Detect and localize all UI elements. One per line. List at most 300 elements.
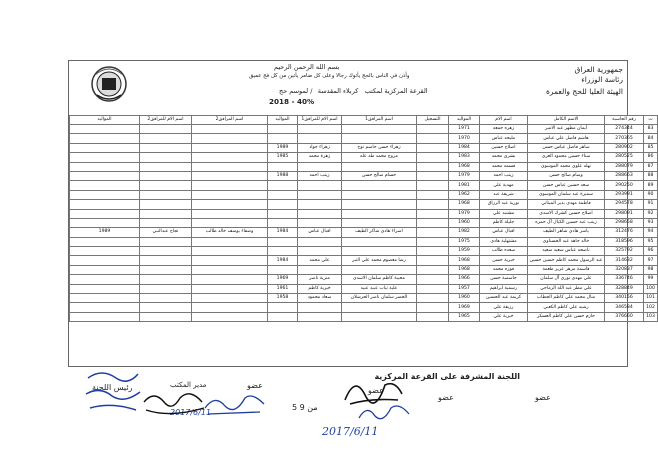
table-cell	[70, 312, 140, 321]
table-cell	[298, 303, 342, 312]
table-cell	[140, 209, 192, 218]
table-cell	[70, 265, 140, 274]
table-cell	[298, 190, 342, 199]
table-cell: اصلاح حسين كشرك الاسدي	[528, 209, 605, 218]
lottery-title-line	[279, 86, 428, 95]
column-header: ت	[644, 116, 658, 125]
table-cell: سعد حسين عباس حسن	[528, 181, 605, 190]
table-cell	[342, 190, 417, 199]
table-cell	[298, 200, 342, 209]
table-cell: وصفاء يوسف خالد طالب	[192, 228, 268, 237]
table-cell	[268, 312, 298, 321]
table-cell	[417, 181, 449, 190]
document-sheet	[68, 60, 655, 367]
table-cell: زينب عبد حسين الكيال آل حمزه	[528, 218, 605, 227]
table-cell	[417, 237, 449, 246]
table-cell	[417, 190, 449, 199]
table-cell: 1971	[449, 125, 480, 134]
member-label-1: عضو	[535, 393, 551, 402]
table-cell	[192, 284, 268, 293]
table-cell	[140, 190, 192, 199]
table-header-row	[70, 116, 658, 125]
table-cell	[192, 171, 268, 180]
table-cell	[140, 303, 192, 312]
table-cell	[70, 162, 140, 171]
table-cell: مشتهلية هادي	[480, 237, 528, 246]
table-cell	[268, 265, 298, 274]
table-cell	[70, 171, 140, 180]
column-header: اسم المرافق1	[342, 116, 417, 125]
table-cell	[140, 312, 192, 321]
table-row	[70, 256, 658, 265]
table-cell	[140, 171, 192, 180]
table-cell: رسمية ابراهيم	[480, 284, 528, 293]
table-cell: 293991	[605, 190, 644, 199]
table-cell: 86	[644, 153, 658, 162]
column-header: رقم الحاسبة	[605, 116, 644, 125]
table-cell: 1962	[449, 190, 480, 199]
table-cell	[417, 256, 449, 265]
table-cell: سناء حسين محمود العزي	[528, 153, 605, 162]
table-cell: علي محمد	[298, 256, 342, 265]
table-cell	[140, 218, 192, 227]
table-cell	[192, 190, 268, 199]
table-cell	[192, 143, 268, 152]
table-cell: زينب احمد	[298, 171, 342, 180]
column-header: المواليد	[268, 116, 298, 125]
table-cell	[70, 209, 140, 218]
table-cell: شريفة عبد	[480, 190, 528, 199]
table-cell: 280525	[605, 153, 644, 162]
table-cell	[192, 125, 268, 134]
table-cell: هاشم فاضل علي عباس	[528, 134, 605, 143]
table-cell: حسام صالح حسن	[342, 171, 417, 180]
table-row	[70, 209, 658, 218]
pilgrims-table	[69, 115, 658, 322]
table-row	[70, 228, 658, 237]
table-cell: سعاد محمود	[298, 294, 342, 303]
table-cell	[268, 134, 298, 143]
table-cell: قاسمة مزهر عزيز طعمة	[528, 265, 605, 274]
table-cell	[140, 200, 192, 209]
column-header: اسم الام للمرافق2	[140, 116, 192, 125]
office-name: كربلاء المقدسة	[317, 87, 359, 95]
table-cell: 1984	[268, 256, 298, 265]
table-cell: 320837	[605, 265, 644, 274]
table-cell: حازم حسن علي كاظم العسكر	[528, 312, 605, 321]
table-cell	[342, 162, 417, 171]
table-cell	[192, 153, 268, 162]
table-cell	[342, 303, 417, 312]
table-cell	[70, 143, 140, 152]
table-row	[70, 312, 658, 321]
table-cell: زهراء حسن جاسم نوح	[342, 143, 417, 152]
signature-office-manager-icon	[140, 388, 210, 420]
table-cell	[192, 294, 268, 303]
table-cell	[70, 256, 140, 265]
table-cell	[192, 303, 268, 312]
table-cell	[417, 218, 449, 227]
table-cell	[70, 153, 140, 162]
signature-member-2-icon	[355, 398, 415, 426]
table-cell: اقبال عباس	[298, 228, 342, 237]
table-cell	[417, 228, 449, 237]
table-cell: أيمان مظهر عبد الامير	[528, 125, 605, 134]
table-row	[70, 171, 658, 180]
table-cell: زهره جمعه	[480, 125, 528, 134]
table-cell	[140, 284, 192, 293]
table-cell: فسمه محمد	[480, 162, 528, 171]
table-cell: 101	[644, 294, 658, 303]
column-header: التسجيل	[417, 116, 449, 125]
table-cell: 1968	[449, 256, 480, 265]
table-cell: 294578	[605, 200, 644, 209]
table-cell	[268, 162, 298, 171]
table-cell	[140, 294, 192, 303]
table-cell: عبد الرسول محمد كاظم حسين حسين	[528, 256, 605, 265]
table-row	[70, 162, 658, 171]
table-cell: خيرية علي	[480, 312, 528, 321]
table-cell	[140, 162, 192, 171]
table-cell: فاطمة مهدي بدير الميثاني	[528, 200, 605, 209]
lottery-title: القرعة المركزية لمكتب	[364, 87, 428, 95]
table-cell	[268, 247, 298, 256]
table-cell: 1979	[449, 209, 480, 218]
table-row	[70, 294, 658, 303]
table-cell	[417, 162, 449, 171]
signature-chairman-icon	[82, 368, 144, 416]
table-cell	[140, 275, 192, 284]
table-cell	[192, 200, 268, 209]
table-cell	[342, 209, 417, 218]
table-cell: 94	[644, 228, 658, 237]
page-number: 5 من 9	[292, 403, 318, 412]
table-cell: 92	[644, 209, 658, 218]
table-cell	[417, 265, 449, 274]
member-label-3: عضو	[368, 386, 384, 395]
column-header: اسم الام	[480, 116, 528, 125]
table-cell: 1968	[449, 265, 480, 274]
table-cell: ساهر فاضل عباس حسن	[528, 143, 605, 152]
table-cell: اصلاح حسين	[480, 143, 528, 152]
table-cell	[192, 256, 268, 265]
table-cell: 325792	[605, 247, 644, 256]
table-cell	[417, 200, 449, 209]
table-cell	[298, 134, 342, 143]
table-cell: 346584	[605, 303, 644, 312]
table-cell: 84	[644, 134, 658, 143]
table-cell	[70, 125, 140, 134]
table-cell	[140, 265, 192, 274]
table-cell	[268, 209, 298, 218]
table-cell: رزيقة علي	[480, 303, 528, 312]
table-cell	[417, 303, 449, 312]
table-cell: مروج محمد طه عله	[342, 153, 417, 162]
table-cell: 1965	[449, 312, 480, 321]
table-cell	[342, 125, 417, 134]
table-cell	[268, 200, 298, 209]
table-cell: 93	[644, 218, 658, 227]
table-cell	[417, 275, 449, 284]
table-row	[70, 237, 658, 246]
table-cell: خالد جاهد عبد الحسناوي	[528, 237, 605, 246]
table-cell: جليلة كاظم	[480, 218, 528, 227]
handwritten-date-2: 2017/6/11	[170, 408, 212, 417]
table-row	[70, 200, 658, 209]
table-cell: 103	[644, 312, 658, 321]
table-cell: 1989	[268, 143, 298, 152]
table-row	[70, 143, 658, 152]
table-cell	[298, 247, 342, 256]
table-cell	[70, 303, 140, 312]
table-cell	[268, 218, 298, 227]
table-cell: 1983	[449, 153, 480, 162]
table-cell: 1968	[449, 162, 480, 171]
table-cell: 1966	[449, 275, 480, 284]
table-cell: زينب احمد	[480, 171, 528, 180]
table-cell: 1985	[268, 153, 298, 162]
table-cell: 88	[644, 171, 658, 180]
member-label-2: عضو	[438, 393, 454, 402]
column-header: اسم الام للمرافق1	[298, 116, 342, 125]
table-cell: 1957	[449, 284, 480, 293]
table-cell	[140, 153, 192, 162]
table-cell: نجاح عبدالنبي	[140, 228, 192, 237]
table-cell	[268, 181, 298, 190]
table-cell	[417, 247, 449, 256]
table-cell	[192, 209, 268, 218]
table-cell	[70, 294, 140, 303]
table-cell: 376660	[605, 312, 644, 321]
table-cell: 100	[644, 284, 658, 293]
table-cell: 99	[644, 275, 658, 284]
table-cell: علي مطر عبد الله الرماحي	[528, 284, 605, 293]
table-cell: 98	[644, 265, 658, 274]
table-cell: 83	[644, 125, 658, 134]
table-cell	[70, 275, 140, 284]
table-cell: 1960	[449, 294, 480, 303]
table-cell	[342, 218, 417, 227]
table-cell: 288079	[605, 162, 644, 171]
table-cell	[417, 171, 449, 180]
table-row	[70, 265, 658, 274]
table-cell	[342, 312, 417, 321]
table-cell: 85	[644, 143, 658, 152]
basmala: بسم الله الرحمن الرحيم	[274, 63, 340, 71]
table-cell: نورية عبد الرزاق	[480, 200, 528, 209]
table-cell	[192, 275, 268, 284]
table-cell	[70, 134, 140, 143]
table-cell: رشيد علي كاظم الكعبي	[528, 303, 605, 312]
table-cell	[298, 237, 342, 246]
season-year: 2018 - 40%	[269, 97, 315, 106]
table-cell: 1970	[449, 134, 480, 143]
table-cell	[417, 153, 449, 162]
table-body	[70, 125, 658, 322]
table-cell: جاسمية حسن	[480, 275, 528, 284]
table-cell: 87	[644, 162, 658, 171]
table-cell: 280902	[605, 143, 644, 152]
table-cell	[70, 181, 140, 190]
table-cell: خيرية كاظم	[298, 284, 342, 293]
committee-title: اللجنة المشرفة على القرعة المركزية	[374, 372, 520, 381]
table-cell: اسراء هادي شاكر الطيف	[342, 228, 417, 237]
table-cell	[342, 265, 417, 274]
table-cell: 95	[644, 237, 658, 246]
table-cell: مليحه عباس	[480, 134, 528, 143]
table-cell: سميرة عبد سلمان الموسوي	[528, 190, 605, 199]
table-cell	[417, 125, 449, 134]
commission-logo-icon	[89, 65, 129, 103]
table-row	[70, 284, 658, 293]
table-cell: 298658	[605, 218, 644, 227]
table-cell	[417, 209, 449, 218]
table-cell	[298, 209, 342, 218]
table-cell: 1981	[449, 181, 480, 190]
table-row	[70, 218, 658, 227]
table-cell: سعده طالب	[480, 247, 528, 256]
table-cell: 89	[644, 181, 658, 190]
table-cell: وسام صالح حسن	[528, 171, 605, 180]
table-cell: محيبة كاظم سلمان الاسدي	[342, 275, 417, 284]
table-row	[70, 181, 658, 190]
table-cell	[140, 247, 192, 256]
table-cell	[192, 265, 268, 274]
table-cell: ياسر هادي شاهر الطيف	[528, 228, 605, 237]
table-cell	[192, 218, 268, 227]
table-cell: 1969	[449, 303, 480, 312]
table-cell	[70, 218, 140, 227]
table-cell: 1958	[268, 294, 298, 303]
column-header: اسم المرافق2	[192, 116, 268, 125]
table-cell	[140, 181, 192, 190]
table-cell: 298091	[605, 209, 644, 218]
table-cell: 91	[644, 200, 658, 209]
table-row	[70, 125, 658, 134]
table-cell: علي مهدي نوري آل سلمان	[528, 275, 605, 284]
table-cell	[192, 237, 268, 246]
table-cell	[417, 134, 449, 143]
table-cell: زهرة محمد	[298, 153, 342, 162]
table-cell: 328849	[605, 284, 644, 293]
table-cell	[298, 125, 342, 134]
table-cell	[342, 247, 417, 256]
table-cell	[192, 134, 268, 143]
table-cell: خيرية حسن	[480, 256, 528, 265]
table-cell	[70, 190, 140, 199]
table-cell	[417, 284, 449, 293]
table-cell: 290250	[605, 181, 644, 190]
table-cell: 1984	[449, 143, 480, 152]
table-cell	[417, 312, 449, 321]
table-cell: علية ثياب عبيد عبيد	[342, 284, 417, 293]
member-label-4: عضو	[247, 381, 263, 390]
table-row	[70, 134, 658, 143]
table-cell: فوزه محمد	[480, 265, 528, 274]
table-cell	[70, 237, 140, 246]
table-cell	[140, 237, 192, 246]
table-cell: 336746	[605, 275, 644, 284]
table-cell: اقبال عباس	[480, 228, 528, 237]
table-cell: 314632	[605, 256, 644, 265]
table-cell	[268, 125, 298, 134]
table-cell: 1961	[268, 284, 298, 293]
table-cell	[342, 237, 417, 246]
table-cell	[298, 312, 342, 321]
table-cell: 340156	[605, 294, 644, 303]
table-cell: بشرى محمد	[480, 153, 528, 162]
chairman-label: رئيس اللجنة	[92, 383, 133, 392]
table-cell: 1982	[449, 228, 480, 237]
table-cell: 1979	[449, 171, 480, 180]
table-cell: 270365	[605, 134, 644, 143]
table-cell	[298, 218, 342, 227]
table-cell: 97	[644, 256, 658, 265]
quran-verse: وأذن في الناس بالحج يأتوك رجالا وعلى كل ضامر يأتين من كل فج عميق	[249, 73, 410, 79]
table-cell: كريمة عبد الحسين	[480, 294, 528, 303]
table-cell	[268, 190, 298, 199]
table-cell	[140, 134, 192, 143]
handwritten-date: 2017/6/11	[322, 425, 379, 438]
table-cell	[298, 181, 342, 190]
table-cell: 318596	[605, 237, 644, 246]
table-cell: 274344	[605, 125, 644, 134]
table-cell	[192, 247, 268, 256]
table-cell	[417, 143, 449, 152]
column-header: الاسم الكامل	[528, 116, 605, 125]
table-cell: مشتبه علي	[480, 209, 528, 218]
table-cell	[70, 200, 140, 209]
table-cell	[140, 256, 192, 265]
signature-member-3-icon	[200, 390, 270, 420]
table-cell	[140, 143, 192, 152]
table-cell: منزية ناصر	[298, 275, 342, 284]
table-cell: 1960	[449, 218, 480, 227]
table-cell: 1989	[70, 228, 140, 237]
column-header: المواليد	[449, 116, 480, 125]
table-cell	[298, 162, 342, 171]
table-cell: 312476	[605, 228, 644, 237]
table-cell: 288663	[605, 171, 644, 180]
table-cell	[192, 312, 268, 321]
table-cell	[342, 134, 417, 143]
table-cell: ناصحه عباس سعيد سعيد	[528, 247, 605, 256]
table-row	[70, 153, 658, 162]
table-cell	[417, 294, 449, 303]
table-cell: 90	[644, 190, 658, 199]
table-cell	[140, 125, 192, 134]
season-label: / لموسم حج	[279, 87, 313, 95]
table-cell: 102	[644, 303, 658, 312]
table-row	[70, 247, 658, 256]
table-cell	[70, 247, 140, 256]
table-cell	[342, 181, 417, 190]
commission-name: الهيئة العليا للحج والعمرة	[545, 87, 623, 96]
table-cell: 96	[644, 247, 658, 256]
table-cell	[342, 200, 417, 209]
table-cell: الخضر سلمان ناصر الحرشلان	[342, 294, 417, 303]
republic-name: جمهورية العراق	[574, 65, 623, 74]
table-cell: رشا معصوم محمد علي التبر	[342, 256, 417, 265]
table-cell: 1975	[449, 237, 480, 246]
table-cell	[268, 237, 298, 246]
table-cell: 1969	[268, 275, 298, 284]
table-cell: منال محمد علي كاظم الحطاب	[528, 294, 605, 303]
table-cell: 1988	[268, 171, 298, 180]
table-row	[70, 275, 658, 284]
table-cell: زهراء جواد	[298, 143, 342, 152]
table-cell: 1959	[449, 247, 480, 256]
